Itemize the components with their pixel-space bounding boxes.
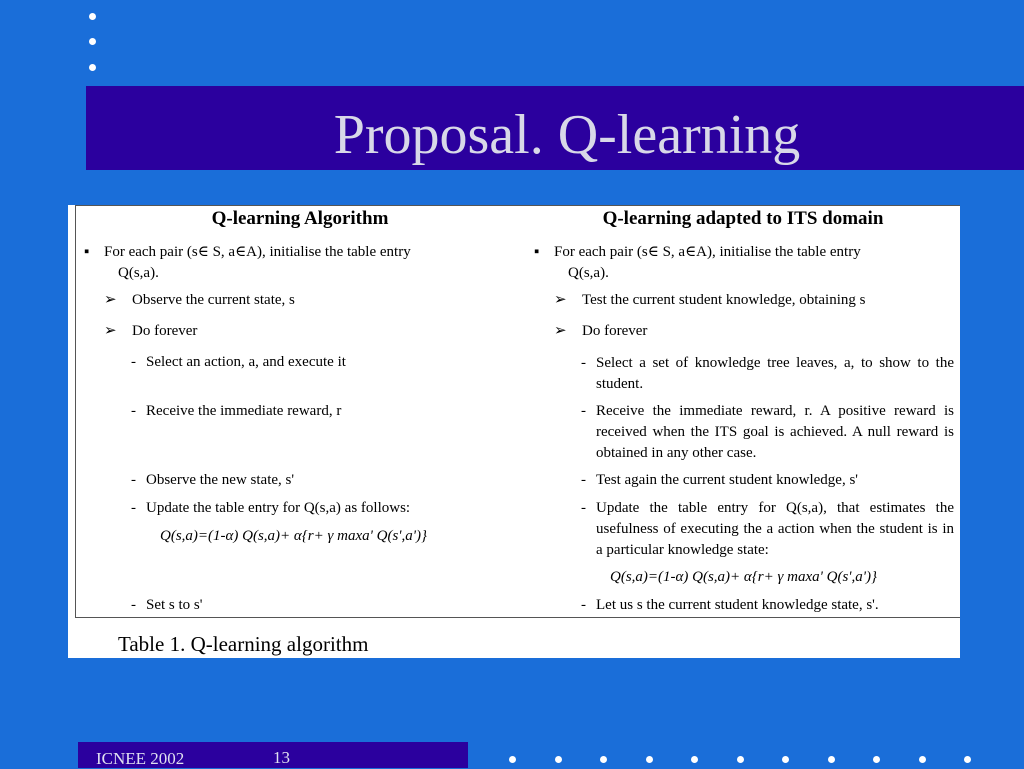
right-formula: Q(s,a)=(1-α) Q(s,a)+ α{r+ γ maxa' Q(s',a')} (610, 569, 877, 585)
dot-icon (509, 756, 516, 763)
dash-icon: - (131, 500, 136, 516)
left-init-line1: For each pair (s∈ S, a∈A), initialise the table entry (104, 244, 411, 260)
right-test: Test the current student knowledge, obtaining s (582, 292, 866, 308)
slide-title: Proposal. Q-learning (333, 104, 801, 166)
left-column-header: Q-learning Algorithm (211, 208, 389, 229)
arrow-bullet-icon: ➢ (104, 292, 117, 308)
page-number: 13 (273, 748, 290, 767)
right-step3: Test again the current student knowledge, s' (596, 472, 858, 488)
square-bullet-icon: ▪ (534, 244, 540, 260)
arrow-bullet-icon: ➢ (104, 323, 117, 339)
dash-icon: - (581, 597, 586, 613)
square-bullet-icon: ▪ (84, 244, 90, 260)
left-step5: Set s to s' (146, 597, 203, 613)
dash-icon: - (131, 354, 136, 370)
dash-icon: - (131, 597, 136, 613)
dash-icon: - (581, 472, 586, 488)
dash-icon: - (581, 403, 586, 419)
left-formula: Q(s,a)=(1-α) Q(s,a)+ α{r+ γ maxa' Q(s',a')} (160, 528, 427, 544)
table-caption: Table 1. Q-learning algorithm (118, 632, 369, 656)
left-step3: Observe the new state, s' (146, 472, 295, 488)
dot-icon (600, 756, 607, 763)
dot-icon (646, 756, 653, 763)
left-step1: Select an action, a, and execute it (146, 354, 346, 370)
dot-icon (89, 13, 96, 20)
dot-icon (737, 756, 744, 763)
left-do-forever: Do forever (132, 323, 198, 339)
dot-icon (782, 756, 789, 763)
left-observe: Observe the current state, s (132, 292, 295, 308)
right-init-line2: Q(s,a). (568, 265, 609, 281)
right-step5: Let us s the current student knowledge state, s'. (596, 597, 879, 613)
dot-icon (555, 756, 562, 763)
left-step2: Receive the immediate reward, r (146, 403, 342, 419)
dot-icon (873, 756, 880, 763)
dot-icon (919, 756, 926, 763)
dot-icon (89, 64, 96, 71)
arrow-bullet-icon: ➢ (554, 292, 567, 308)
right-do-forever: Do forever (582, 323, 648, 339)
right-step4: Update the table entry for Q(s,a), that estimates the usefulness of executing the a action when the student is in a particular knowledge state: (596, 500, 954, 558)
dash-icon: - (581, 500, 586, 516)
arrow-bullet-icon: ➢ (554, 323, 567, 339)
dash-icon: - (131, 403, 136, 419)
right-step1: Select a set of knowledge tree leaves, a, to show to the student. (596, 355, 954, 392)
dot-icon (964, 756, 971, 763)
dot-icon (691, 756, 698, 763)
left-step4: Update the table entry for Q(s,a) as follows: (146, 500, 411, 516)
dot-icon (828, 756, 835, 763)
dash-icon: - (581, 355, 586, 371)
right-column-header: Q-learning adapted to ITS domain (602, 208, 884, 229)
left-init-line2: Q(s,a). (118, 265, 159, 281)
right-step2: Receive the immediate reward, r. A positive reward is received when the ITS goal is achieved. A null reward is obtained in any other case. (596, 403, 954, 461)
footer-conference: ICNEE 2002 (96, 749, 185, 768)
dot-icon (89, 38, 96, 45)
dash-icon: - (131, 472, 136, 488)
right-init-line1: For each pair (s∈ S, a∈A), initialise the table entry (554, 244, 861, 260)
